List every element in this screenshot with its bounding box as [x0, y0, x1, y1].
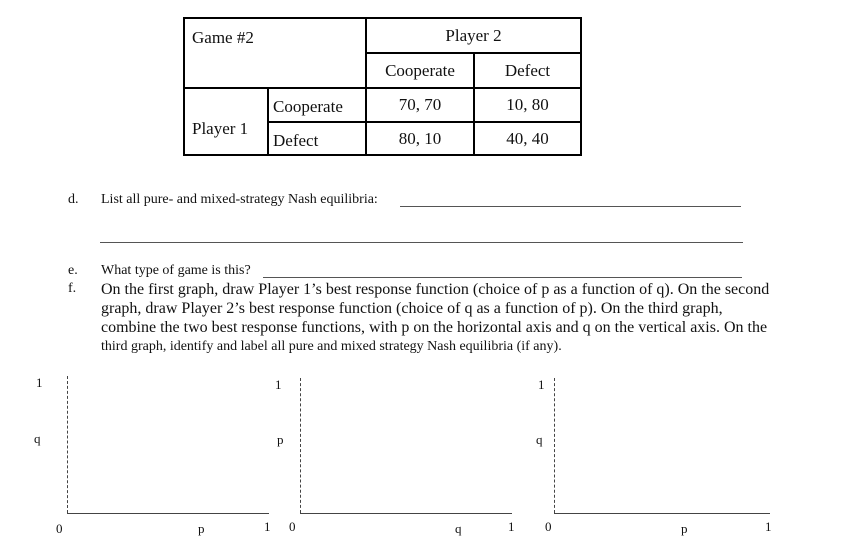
table-border-left: [183, 17, 185, 156]
game-label: Game #2: [192, 28, 254, 47]
payoff-cell-dc: 80, 10: [398, 128, 442, 148]
question-text: What type of game is this?: [101, 263, 251, 278]
y-axis-top-label: 1: [538, 377, 545, 392]
x-axis-end-label: 1: [264, 519, 271, 534]
y-axis-variable-label: q: [536, 432, 543, 447]
origin-label: 0: [545, 519, 552, 534]
origin-label: 0: [289, 519, 296, 534]
player2-header: Player 2: [445, 25, 502, 45]
table-border-bottom: [183, 154, 582, 156]
answer-line[interactable]: [263, 277, 742, 278]
x-axis: [67, 513, 269, 514]
col-header-defect: Defect: [504, 60, 551, 80]
question-text-line: On the first graph, draw Player 1’s best response function (choice of p as a function of q). On the second: [101, 281, 770, 298]
table-divider: [267, 87, 269, 156]
x-axis: [300, 513, 512, 514]
y-axis-top-label: 1: [36, 375, 43, 390]
question-text-line: combine the two best response functions, with p on the horizontal axis and q on the vertical axis. On the: [101, 319, 768, 336]
y-axis: [67, 376, 68, 513]
payoff-cell-cd: 10, 80: [506, 95, 549, 114]
y-axis: [554, 378, 555, 513]
y-axis-variable-label: q: [34, 431, 41, 446]
col-header-cooperate: Cooperate: [385, 60, 455, 80]
payoff-cell-cc: 70, 70: [398, 95, 442, 114]
question-text-line: graph, draw Player 2’s best response function (choice of q as a function of p). On the third graph,: [101, 300, 723, 317]
question-marker: d.: [68, 192, 79, 207]
answer-line[interactable]: [400, 206, 741, 207]
question-marker: e.: [68, 263, 78, 278]
x-axis-variable-label: p: [198, 521, 205, 536]
x-axis-variable-label: q: [455, 521, 462, 536]
payoff-cell-dd: 40, 40: [506, 128, 549, 148]
row-header-defect: Defect: [273, 131, 319, 150]
y-axis-top-label: 1: [275, 377, 282, 392]
x-axis-variable-label: p: [681, 521, 688, 536]
y-axis: [300, 378, 301, 513]
x-axis: [554, 513, 770, 514]
row-header-cooperate: Cooperate: [273, 97, 343, 116]
player1-header: Player 1: [192, 119, 249, 138]
answer-line[interactable]: [100, 242, 743, 243]
table-border-right: [580, 17, 582, 156]
origin-label: 0: [56, 521, 63, 536]
question-text: List all pure- and mixed-strategy Nash equilibria:: [101, 192, 378, 207]
question-marker: f.: [68, 281, 77, 296]
x-axis-end-label: 1: [508, 519, 515, 534]
question-text-line: third graph, identify and label all pure and mixed strategy Nash equilibria (if any).: [101, 339, 562, 354]
y-axis-variable-label: p: [277, 432, 284, 447]
x-axis-end-label: 1: [765, 519, 772, 534]
